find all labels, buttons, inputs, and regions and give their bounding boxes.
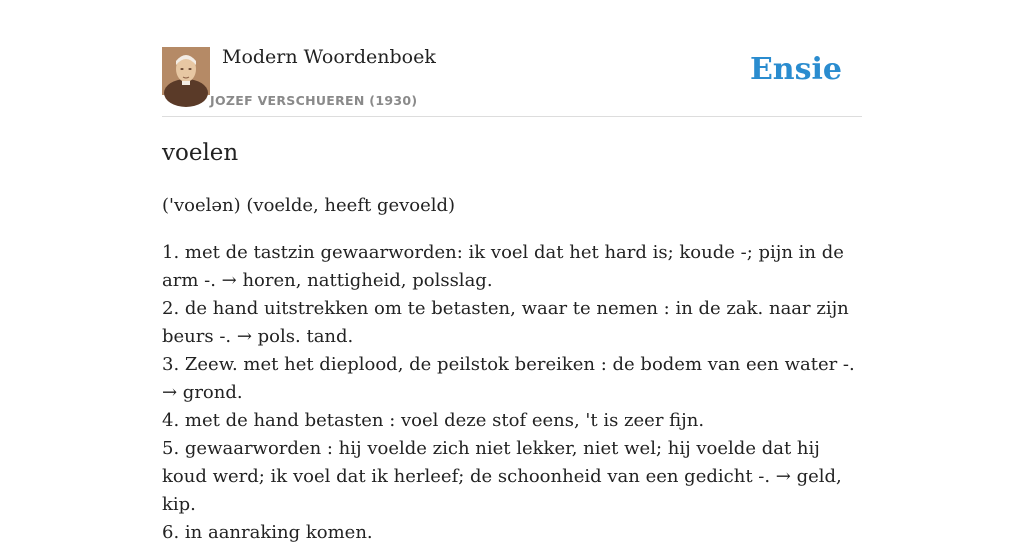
definition-item: 2. de hand uitstrekken om te betasten, waar te nemen : in de zak. naar zijn beurs -. → pols. tand.	[162, 298, 849, 347]
brand-logo[interactable]: Ensie	[749, 52, 842, 87]
author-name[interactable]: JOZEF VERSCHUEREN (1930)	[210, 93, 418, 108]
dictionary-header	[162, 46, 862, 117]
definition-item: 5. gewaarworden : hij voelde zich niet lekker, niet wel; hij voelde dat hij koud werd; ik voel dat ik herleef; de schoonheid van een gedicht -. → geld, kip.	[162, 438, 842, 515]
author-portrait-icon	[162, 47, 210, 95]
definition-item: 1. met de tastzin gewaarworden: ik voel dat het hard is; koude -; pijn in de arm -. → horen, nattigheid, polsslag.	[162, 242, 844, 291]
page	[162, 0, 862, 543]
definition-item: 4. met de hand betasten : voel deze stof eens, 't is zeer fijn.	[162, 410, 705, 431]
definition-item: 6. in aanraking komen.	[162, 522, 373, 543]
definition-list	[162, 239, 862, 547]
book-title[interactable]: Modern Woordenboek	[222, 46, 436, 68]
definition-item: 3. Zeew. met het dieplood, de peilstok bereiken : de bodem van een water -. → grond.	[162, 354, 855, 403]
entry-pronunciation: ('voelən) (voelde, heeft gevoeld)	[162, 195, 456, 216]
entry-headword: voelen	[162, 140, 239, 166]
author-avatar[interactable]	[162, 47, 210, 95]
